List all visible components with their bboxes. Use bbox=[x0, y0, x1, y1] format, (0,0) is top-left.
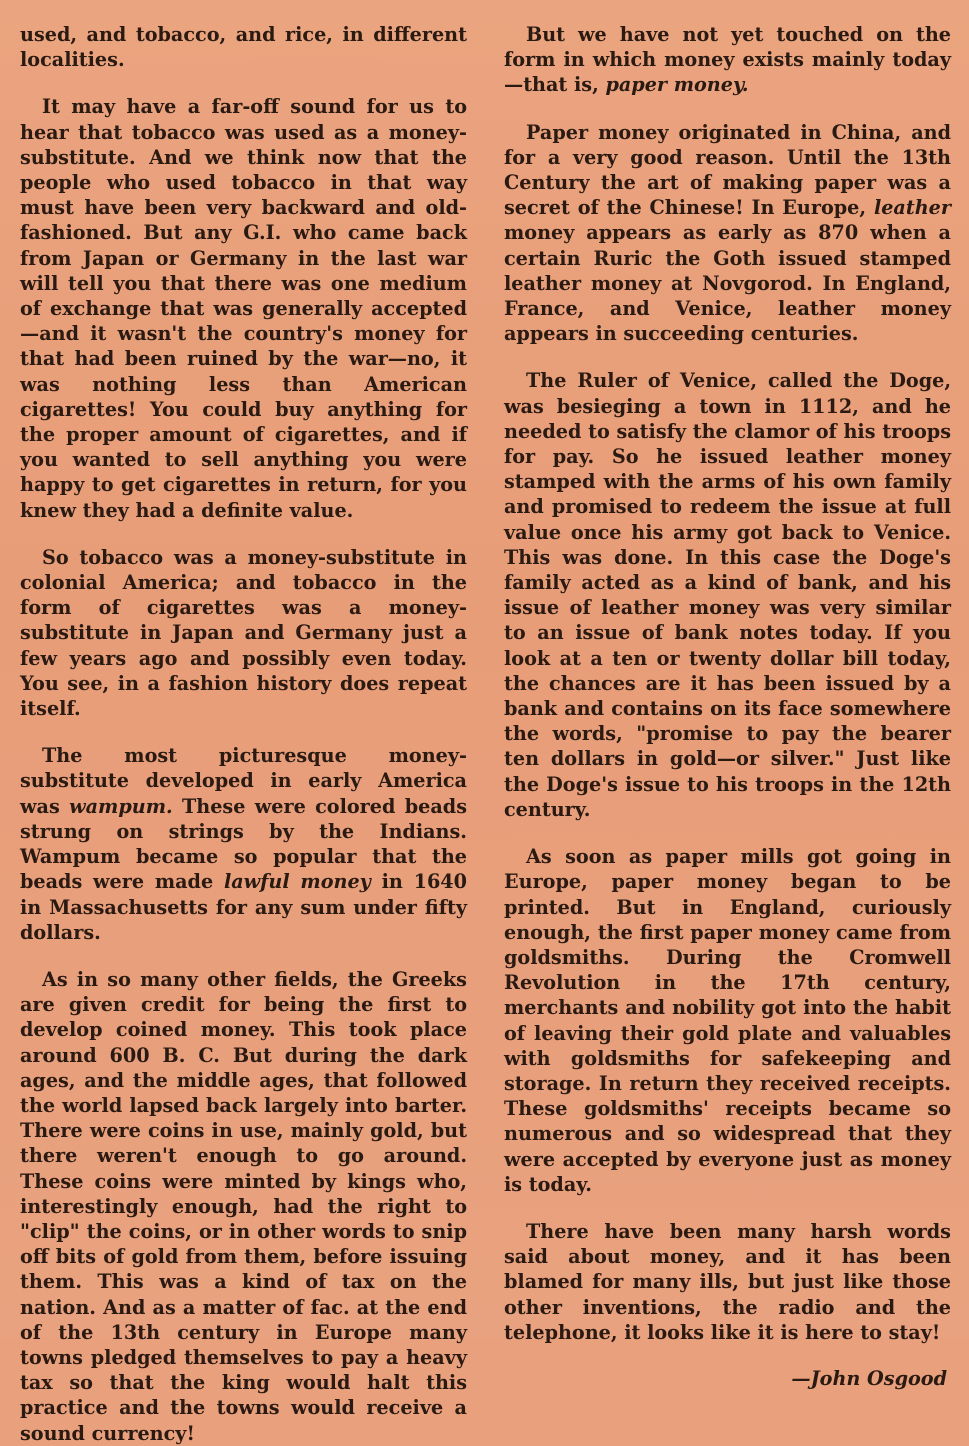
paragraph-r4: As soon as paper mills got going in Europe, paper money began to be printed. But in England, curiously enough, the first paper money came from goldsmiths. During the Cromwell Revolution in the 17th century, merchants and nobility got into the habit of leaving their gold plate and valuables with goldsmiths for safekeeping and storage. In return they received receipts. These goldsmiths' receipts became so numerous and so widespread that they were accepted by everyone just as money is today. bbox=[504, 845, 951, 1196]
text-columns bbox=[20, 22, 951, 1445]
author-signature: —John Osgood bbox=[791, 1366, 947, 1390]
paragraph-r2: Paper money originated in China, and for a very good reason. Until the 13th Century the art of making paper was a secret of the Chinese! In Europe, leather money appears as early as 870 when a certain Ruric the Goth issued stamped leather money at Novgorod. In England, France, and Venice, leather money appears in succeeding centuries. bbox=[504, 120, 951, 346]
paragraph-l2: It may have a far-off sound for us to hear that tobacco was used as a money-substitute. And we think now that the people who used tobacco in that way must have been very backward and old-fashioned. But any G.I. who came back from Japan or Germany in the last war will tell you that there was one medium of exchange that was generally accepted—and it wasn't the country's money for that had been ruined by the war—no, it was nothing less than American cigarettes! You could buy anything for the proper amount of cigarettes, and if you wanted to sell anything you were happy to get cigarettes in return, for you knew they had a definite value. bbox=[20, 95, 467, 522]
paragraph-l1: used, and tobacco, and rice, in different localities. bbox=[20, 23, 467, 72]
paragraph-r5: There have been many harsh words said about money, and it has been blamed for many ills, but just like those other inventions, the radio and the telephone, it looks like it is here to stay! bbox=[504, 1219, 951, 1344]
paragraph-r3: The Ruler of Venice, called the Doge, was besieging a town in 1112, and he needed to satisfy the clamor of his troops for pay. So he issued leather money stamped with the arms of his own family and promised to redeem the issue at full value once his army got back to Venice. This was done. In this case the Doge's family acted as a kind of bank, and his issue of leather money was very similar to an issue of bank notes today. If you look at a ten or twenty dollar bill today, the chances are it has been issued by a bank and contains on its face somewhere the words, "promise to pay the bearer ten dollars in gold—or silver." Just like the Doge's issue to his troops in the 12th century. bbox=[504, 369, 951, 821]
paragraph-l4: The most picturesque money-substitute developed in early America was wampum. These were colored beads strung on strings by the Indians. Wampum became so popular that the beads were made lawful money in 1640 in Massachusetts for any sum under fifty dollars. bbox=[20, 744, 467, 944]
paragraph-l3: So tobacco was a money-substitute in colonial America; and tobacco in the form of cigarettes was a money-substitute in Japan and Germany just a few years ago and possibly even today. You see, in a fashion history does repeat itself. bbox=[20, 545, 467, 721]
left-column bbox=[20, 22, 467, 1445]
paragraph-l5: As in so many other fields, the Greeks are given credit for being the first to develop coined money. This took place around 600 B. C. But during the dark ages, and the middle ages, that followed the world lapsed back largely into barter. There were coins in use, mainly gold, but there weren't enough to go around. These coins were minted by kings who, interestingly enough, had the right to "clip" the coins, or in other words to snip off bits of gold from them, before issuing them. This was a kind of tax on the nation. And as a matter of fac. at the end of the 13th century in Europe many towns pledged themselves to pay a heavy tax so that the king would halt this practice and the towns would receive a sound currency! bbox=[20, 967, 467, 1445]
right-column bbox=[504, 22, 951, 1390]
paragraph-r1: But we have not yet touched on the form in which money exists mainly today—that is, paper money. bbox=[504, 23, 951, 97]
